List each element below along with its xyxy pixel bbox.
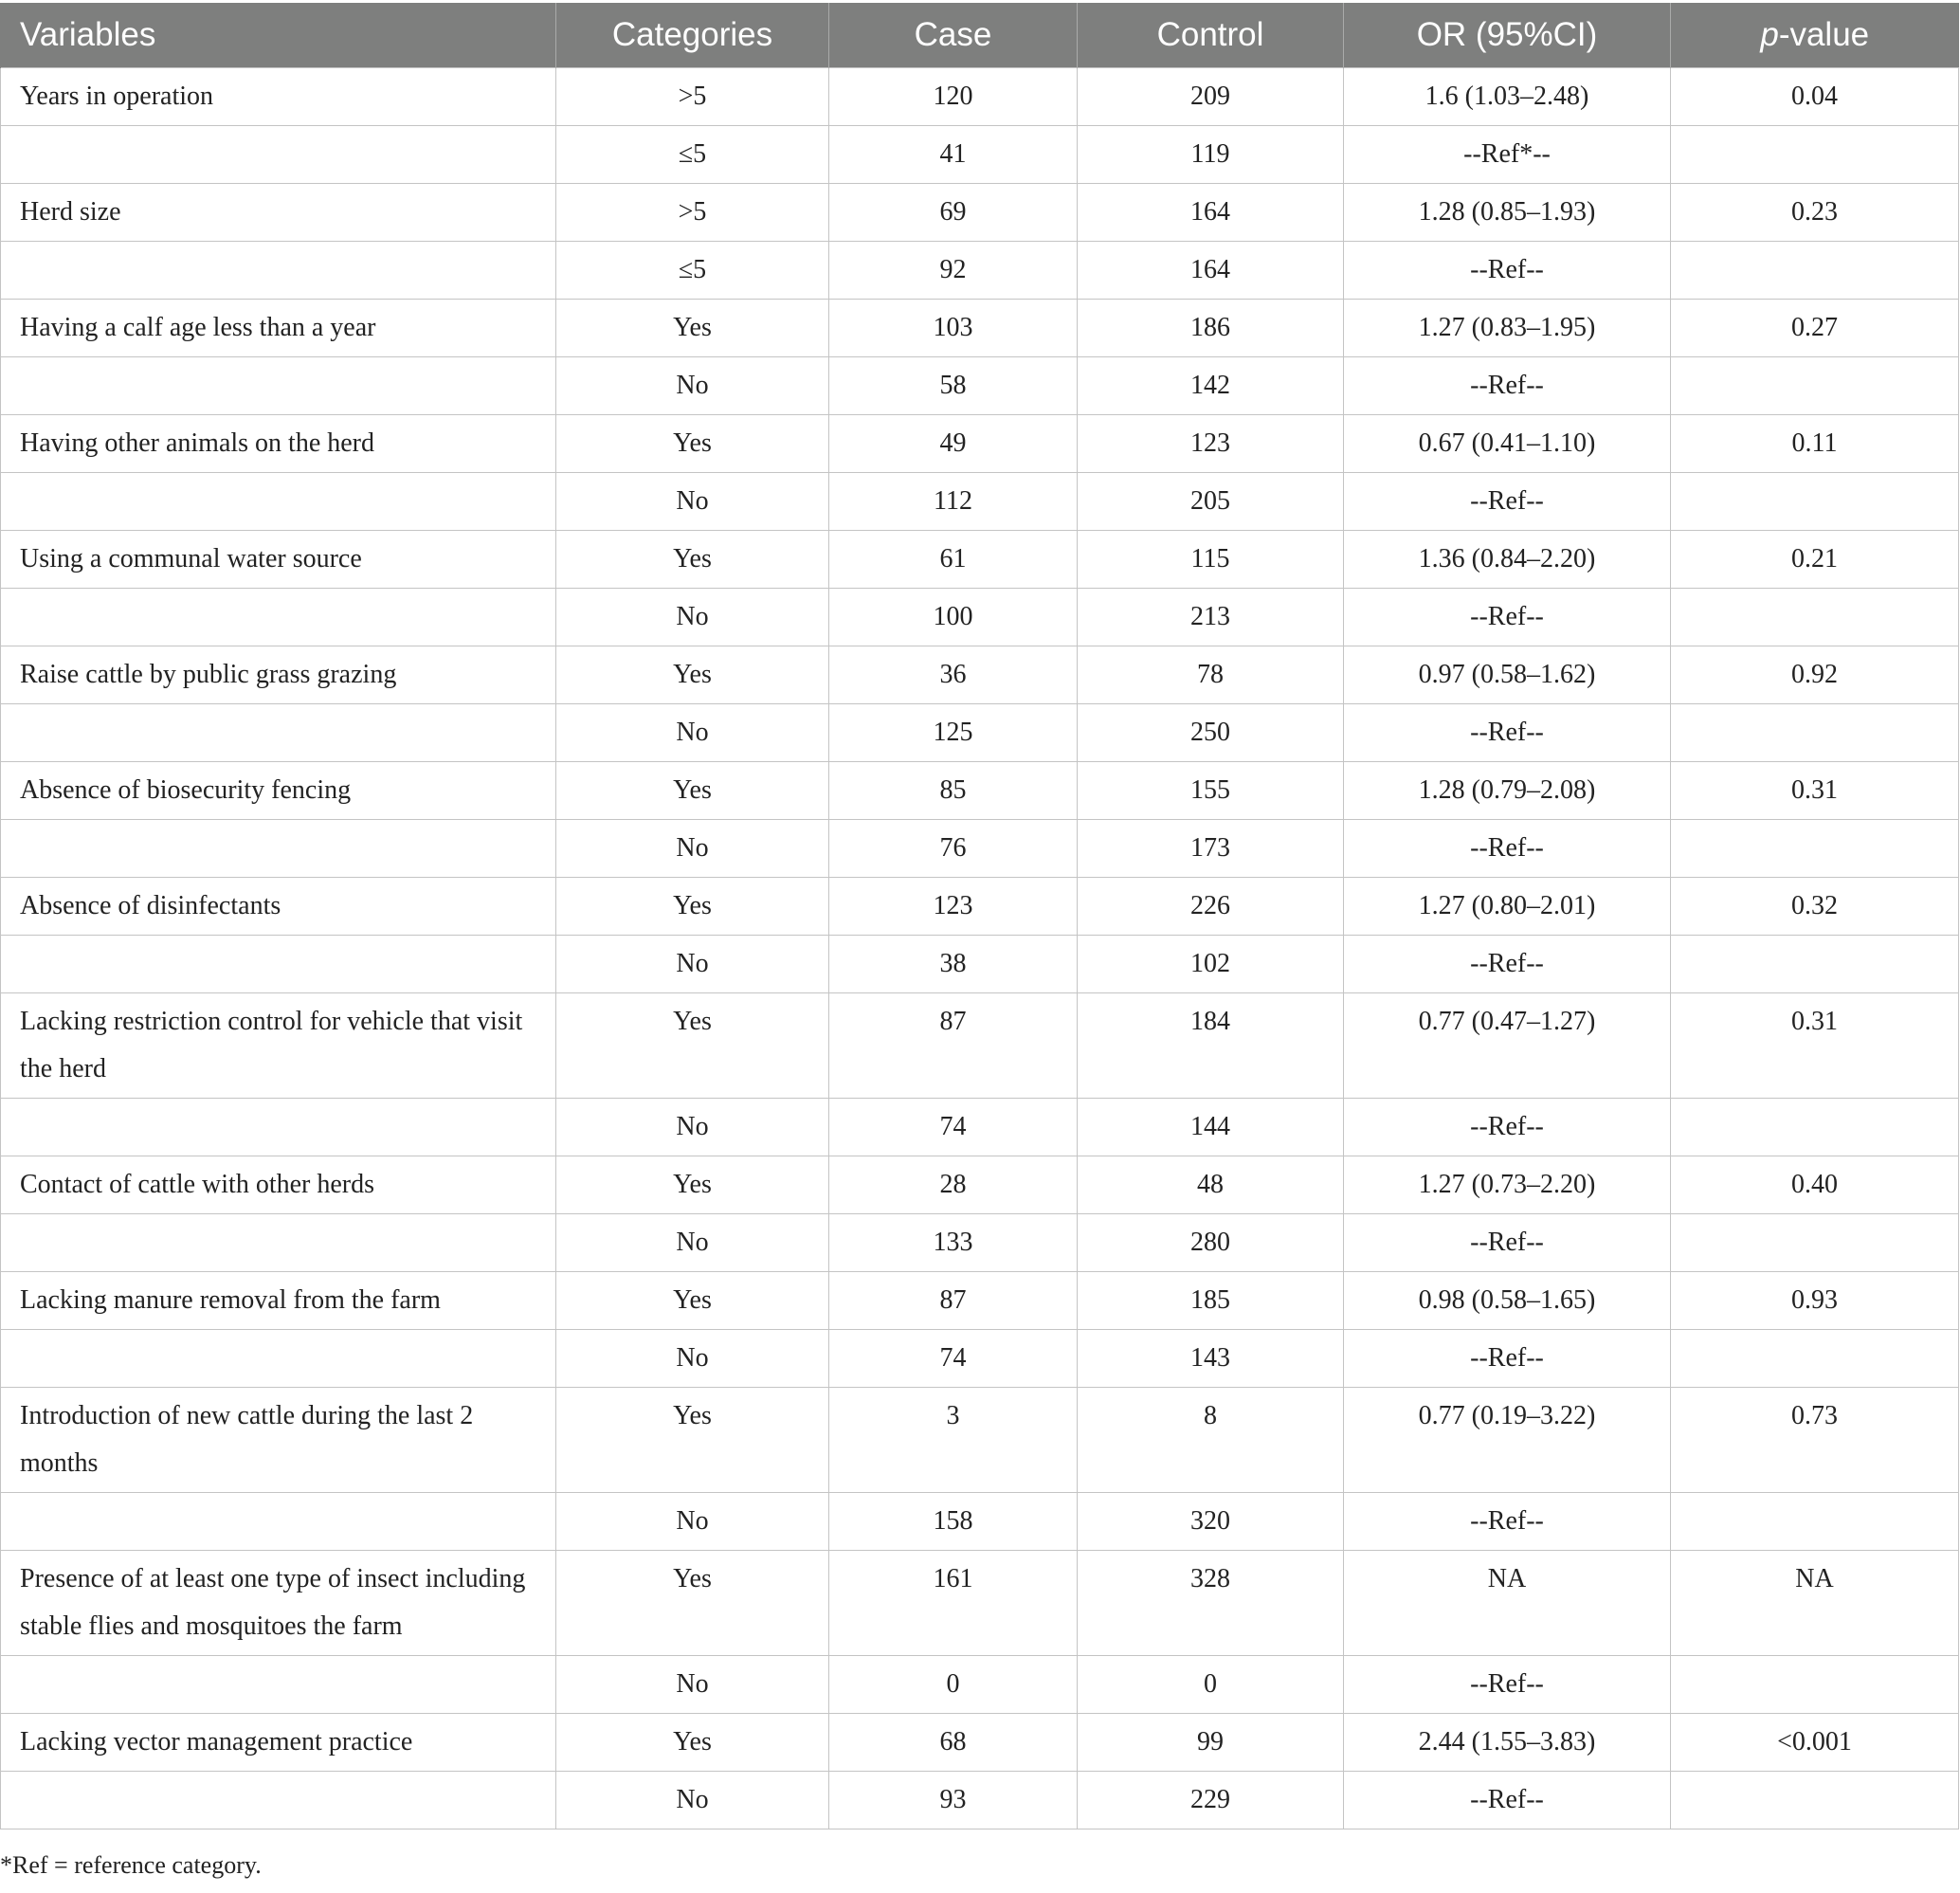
cell-category: No [556,357,829,415]
cell-variable: Lacking restriction control for vehicle that visit the herd [1,993,556,1099]
cell-category: No [556,1656,829,1714]
cell-category: ≤5 [556,126,829,184]
header-or: OR (95%CI) [1344,3,1671,68]
cell-category: >5 [556,68,829,126]
cell-variable [1,1214,556,1272]
cell-case: 112 [829,473,1078,531]
cell-variable: Absence of biosecurity fencing [1,762,556,820]
cell-variable [1,1772,556,1829]
cell-p-value [1671,1214,1959,1272]
cell-odds-ratio: --Ref-- [1344,1099,1671,1156]
cell-odds-ratio: --Ref*-- [1344,126,1671,184]
cell-variable: Lacking vector management practice [1,1714,556,1772]
cell-control: 115 [1078,531,1344,589]
cell-odds-ratio: --Ref-- [1344,473,1671,531]
cell-control: 99 [1078,1714,1344,1772]
results-table-container [0,3,1958,1829]
cell-case: 93 [829,1772,1078,1829]
cell-case: 123 [829,878,1078,936]
table-row [1,878,1959,936]
cell-control: 155 [1078,762,1344,820]
table-row [1,357,1959,415]
header-p-value [1671,3,1959,68]
cell-odds-ratio: 1.27 (0.80–2.01) [1344,878,1671,936]
table-row [1,242,1959,300]
cell-variable [1,936,556,993]
cell-p-value: 0.23 [1671,184,1959,242]
cell-control: 119 [1078,126,1344,184]
cell-control: 164 [1078,242,1344,300]
header-categories: Categories [556,3,829,68]
cell-odds-ratio: --Ref-- [1344,936,1671,993]
cell-odds-ratio: --Ref-- [1344,357,1671,415]
cell-odds-ratio: 1.28 (0.79–2.08) [1344,762,1671,820]
cell-p-value [1671,473,1959,531]
cell-control: 205 [1078,473,1344,531]
cell-category: Yes [556,878,829,936]
cell-odds-ratio: 1.6 (1.03–2.48) [1344,68,1671,126]
cell-case: 100 [829,589,1078,646]
cell-category: Yes [556,415,829,473]
cell-odds-ratio: 1.27 (0.73–2.20) [1344,1156,1671,1214]
risk-factor-table [0,3,1959,1829]
cell-odds-ratio: --Ref-- [1344,1330,1671,1388]
cell-p-value: 0.40 [1671,1156,1959,1214]
cell-p-value [1671,1656,1959,1714]
cell-category: Yes [556,1156,829,1214]
cell-odds-ratio: --Ref-- [1344,1656,1671,1714]
cell-p-value: <0.001 [1671,1714,1959,1772]
header-p-italic: p [1760,16,1779,53]
cell-case: 74 [829,1330,1078,1388]
cell-p-value: 0.04 [1671,68,1959,126]
cell-control: 143 [1078,1330,1344,1388]
cell-p-value [1671,1772,1959,1829]
table-row [1,1714,1959,1772]
cell-odds-ratio: --Ref-- [1344,820,1671,878]
cell-p-value: 0.27 [1671,300,1959,357]
table-row [1,300,1959,357]
cell-variable [1,1330,556,1388]
cell-p-value: 0.32 [1671,878,1959,936]
table-row [1,1388,1959,1493]
cell-odds-ratio: --Ref-- [1344,589,1671,646]
cell-variable: Presence of at least one type of insect including stable flies and mosquitoes the farm [1,1551,556,1656]
cell-variable [1,1099,556,1156]
table-row [1,1330,1959,1388]
cell-control: 226 [1078,878,1344,936]
table-row [1,1772,1959,1829]
table-row [1,1551,1959,1656]
cell-p-value [1671,704,1959,762]
cell-category: Yes [556,762,829,820]
cell-case: 92 [829,242,1078,300]
cell-case: 3 [829,1388,1078,1493]
cell-case: 133 [829,1214,1078,1272]
cell-category: Yes [556,1714,829,1772]
cell-category: Yes [556,646,829,704]
header-p-suffix: -value [1778,16,1870,53]
table-row [1,184,1959,242]
cell-odds-ratio: --Ref-- [1344,1772,1671,1829]
cell-odds-ratio: --Ref-- [1344,704,1671,762]
table-row [1,1272,1959,1330]
cell-odds-ratio: 0.97 (0.58–1.62) [1344,646,1671,704]
cell-case: 87 [829,1272,1078,1330]
cell-odds-ratio: 0.77 (0.19–3.22) [1344,1388,1671,1493]
cell-variable [1,1493,556,1551]
cell-p-value [1671,126,1959,184]
cell-case: 85 [829,762,1078,820]
table-row [1,646,1959,704]
cell-odds-ratio: 0.67 (0.41–1.10) [1344,415,1671,473]
cell-control: 213 [1078,589,1344,646]
table-row [1,68,1959,126]
cell-p-value [1671,820,1959,878]
cell-variable: Raise cattle by public grass grazing [1,646,556,704]
cell-p-value [1671,1493,1959,1551]
cell-control: 123 [1078,415,1344,473]
cell-case: 0 [829,1656,1078,1714]
cell-category: Yes [556,1551,829,1656]
cell-category: ≤5 [556,242,829,300]
cell-odds-ratio: 1.28 (0.85–1.93) [1344,184,1671,242]
cell-variable [1,704,556,762]
cell-p-value: 0.31 [1671,762,1959,820]
cell-variable [1,589,556,646]
cell-variable [1,357,556,415]
cell-category: No [556,820,829,878]
cell-category: Yes [556,531,829,589]
cell-variable [1,126,556,184]
cell-odds-ratio: 0.77 (0.47–1.27) [1344,993,1671,1099]
cell-case: 87 [829,993,1078,1099]
cell-odds-ratio: --Ref-- [1344,242,1671,300]
cell-odds-ratio: 2.44 (1.55–3.83) [1344,1714,1671,1772]
cell-control: 173 [1078,820,1344,878]
table-body [1,68,1959,1829]
cell-odds-ratio: --Ref-- [1344,1493,1671,1551]
table-row [1,415,1959,473]
cell-control: 144 [1078,1099,1344,1156]
cell-odds-ratio: 1.27 (0.83–1.95) [1344,300,1671,357]
cell-control: 328 [1078,1551,1344,1656]
header-case: Case [829,3,1078,68]
cell-odds-ratio: 0.98 (0.58–1.65) [1344,1272,1671,1330]
cell-control: 102 [1078,936,1344,993]
cell-control: 250 [1078,704,1344,762]
cell-control: 320 [1078,1493,1344,1551]
cell-variable: Introduction of new cattle during the last 2 months [1,1388,556,1493]
cell-case: 158 [829,1493,1078,1551]
cell-category: No [556,473,829,531]
cell-category: No [556,1772,829,1829]
cell-variable: Lacking manure removal from the farm [1,1272,556,1330]
cell-p-value [1671,1330,1959,1388]
cell-p-value: 0.93 [1671,1272,1959,1330]
cell-case: 120 [829,68,1078,126]
cell-case: 125 [829,704,1078,762]
table-row [1,704,1959,762]
cell-control: 8 [1078,1388,1344,1493]
cell-control: 229 [1078,1772,1344,1829]
cell-variable [1,1656,556,1714]
cell-control: 185 [1078,1272,1344,1330]
cell-variable: Contact of cattle with other herds [1,1156,556,1214]
cell-category: >5 [556,184,829,242]
cell-control: 186 [1078,300,1344,357]
cell-case: 49 [829,415,1078,473]
table-row [1,531,1959,589]
cell-category: Yes [556,1272,829,1330]
cell-p-value: 0.21 [1671,531,1959,589]
cell-category: Yes [556,1388,829,1493]
header-control: Control [1078,3,1344,68]
cell-category: No [556,1330,829,1388]
table-row [1,820,1959,878]
table-row [1,936,1959,993]
cell-category: No [556,1214,829,1272]
cell-case: 41 [829,126,1078,184]
cell-p-value: 0.92 [1671,646,1959,704]
cell-p-value [1671,357,1959,415]
cell-p-value: 0.11 [1671,415,1959,473]
cell-variable: Having other animals on the herd [1,415,556,473]
cell-control: 280 [1078,1214,1344,1272]
table-row [1,1156,1959,1214]
table-row [1,1493,1959,1551]
table-row [1,126,1959,184]
cell-variable [1,242,556,300]
cell-case: 76 [829,820,1078,878]
cell-category: No [556,1493,829,1551]
table-row [1,762,1959,820]
cell-category: No [556,1099,829,1156]
cell-odds-ratio: --Ref-- [1344,1214,1671,1272]
table-row [1,1214,1959,1272]
cell-control: 209 [1078,68,1344,126]
table-row [1,589,1959,646]
cell-case: 68 [829,1714,1078,1772]
cell-case: 74 [829,1099,1078,1156]
cell-category: No [556,704,829,762]
cell-control: 78 [1078,646,1344,704]
cell-case: 38 [829,936,1078,993]
table-row [1,1656,1959,1714]
cell-control: 164 [1078,184,1344,242]
cell-p-value [1671,1099,1959,1156]
cell-case: 58 [829,357,1078,415]
cell-variable: Years in operation [1,68,556,126]
cell-p-value: 0.73 [1671,1388,1959,1493]
cell-control: 142 [1078,357,1344,415]
cell-control: 48 [1078,1156,1344,1214]
table-row [1,1099,1959,1156]
cell-case: 36 [829,646,1078,704]
cell-variable: Using a communal water source [1,531,556,589]
cell-odds-ratio: NA [1344,1551,1671,1656]
cell-category: No [556,936,829,993]
cell-odds-ratio: 1.36 (0.84–2.20) [1344,531,1671,589]
cell-case: 28 [829,1156,1078,1214]
cell-variable: Absence of disinfectants [1,878,556,936]
cell-category: Yes [556,300,829,357]
cell-case: 69 [829,184,1078,242]
table-row [1,993,1959,1099]
cell-category: No [556,589,829,646]
cell-control: 184 [1078,993,1344,1099]
table-row [1,473,1959,531]
cell-variable: Herd size [1,184,556,242]
cell-p-value: NA [1671,1551,1959,1656]
cell-control: 0 [1078,1656,1344,1714]
header-variables: Variables [1,3,556,68]
cell-p-value: 0.31 [1671,993,1959,1099]
cell-case: 61 [829,531,1078,589]
cell-variable [1,473,556,531]
cell-category: Yes [556,993,829,1099]
cell-p-value [1671,936,1959,993]
cell-case: 161 [829,1551,1078,1656]
table-header-row [1,3,1959,68]
cell-case: 103 [829,300,1078,357]
cell-variable: Having a calf age less than a year [1,300,556,357]
table-footnote: *Ref = reference category. [0,1851,262,1879]
cell-variable [1,820,556,878]
cell-p-value [1671,589,1959,646]
cell-p-value [1671,242,1959,300]
